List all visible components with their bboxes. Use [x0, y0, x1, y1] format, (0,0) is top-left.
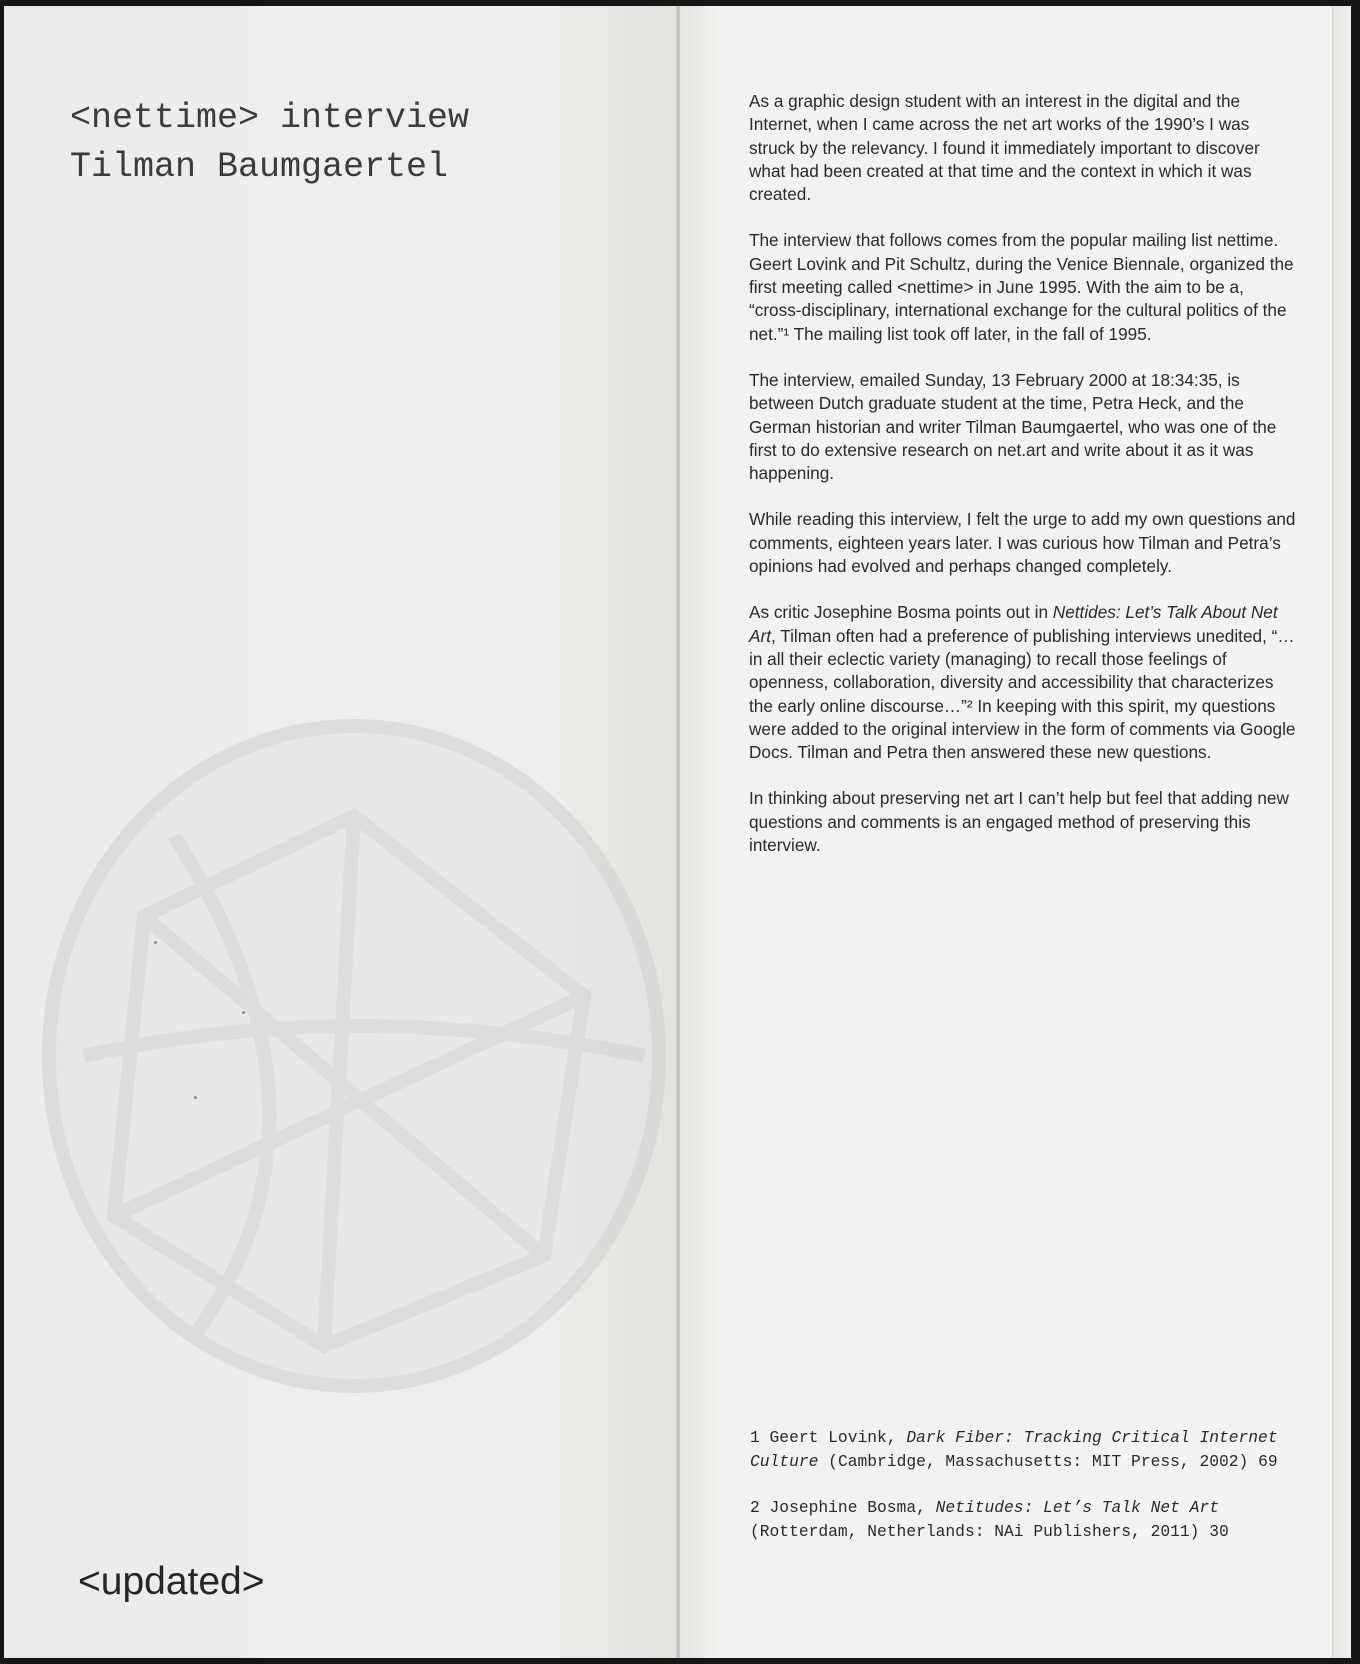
- paragraph: In thinking about preserving net art I can’t help but feel that adding new questions and comments is an engaged method of preserving this interview.: [749, 788, 1289, 856]
- title-line-1: <nettime> interview: [70, 98, 470, 138]
- footnote-text: (Cambridge, Massachusetts: MIT Press, 2002) 69: [818, 1451, 1278, 1471]
- footnote-title: Dark Fiber: Tracking Critical Internet Culture: [750, 1428, 1278, 1471]
- paper-speck: [154, 941, 157, 944]
- globe-icon: [24, 696, 678, 1416]
- footnote-text: 1 Geert Lovink,: [750, 1428, 907, 1447]
- page-title: [70, 94, 469, 192]
- paper-speck: [242, 1011, 245, 1014]
- paragraph-text: , Tilman often had a preference of publishing interviews unedited, “…in all their eclectic variety (managing) to recall those feelings of openness, collaboration, diversity and accessibility that characterizes the early online discourse…”² In keeping with this spirit, my questions were added to the original interview in the form of comments via Google Docs. Tilman and Petra then answered these new questions.: [749, 625, 1296, 763]
- title-line-2: Tilman Baumgaertel: [70, 147, 449, 187]
- left-page: [4, 6, 678, 1658]
- paragraph: The interview that follows comes from the popular mailing list nettime. Geert Lovink and Pit Schultz, during the Venice Biennale, organized the first meeting called <nettime> in June 1995. With the aim to be a, “cross-disciplinary, international exchange for the cultural politics of the net.”¹ The mailing list took off later, in the fall of 1995.: [749, 230, 1294, 344]
- book-title: Nettides: Let’s Talk About Net Art: [749, 602, 1278, 646]
- updated-label: <updated>: [78, 1560, 265, 1603]
- booklet-spread: [4, 6, 1350, 1658]
- paper-speck: [194, 1096, 197, 1099]
- page-edge: [1332, 6, 1351, 1658]
- footnote-text: 2 Josephine Bosma,: [750, 1498, 936, 1517]
- intro-text: [749, 90, 1297, 880]
- footnote-title: Netitudes: Let’s Talk Net Art: [935, 1498, 1219, 1517]
- footnote-text: (Rotterdam, Netherlands: NAi Publishers, 2011) 30: [750, 1521, 1229, 1541]
- footnote: [750, 1496, 1310, 1543]
- footnotes: [750, 1426, 1310, 1566]
- paragraph: [749, 601, 1297, 764]
- footnote: [750, 1426, 1310, 1473]
- paragraph: The interview, emailed Sunday, 13 February 2000 at 18:34:35, is between Dutch graduate student at the time, Petra Heck, and the German historian and writer Tilman Baumgaertel, who was one of the first to do extensive research on net.art and write about it as it was happening.: [749, 369, 1277, 484]
- paragraph-text: As critic Josephine Bosma points out in: [749, 602, 1053, 623]
- paragraph: While reading this interview, I felt the urge to add my own questions and comments, eighteen years later. I was curious how Tilman and Petra’s opinions had evolved and perhaps changed completely.: [749, 509, 1296, 577]
- paragraph: As a graphic design student with an interest in the digital and the Internet, when I came across the net art works of the 1990’s I was struck by the relevancy. I found it immediately important to discover what had been created at that time and the context in which it was created.: [749, 91, 1260, 205]
